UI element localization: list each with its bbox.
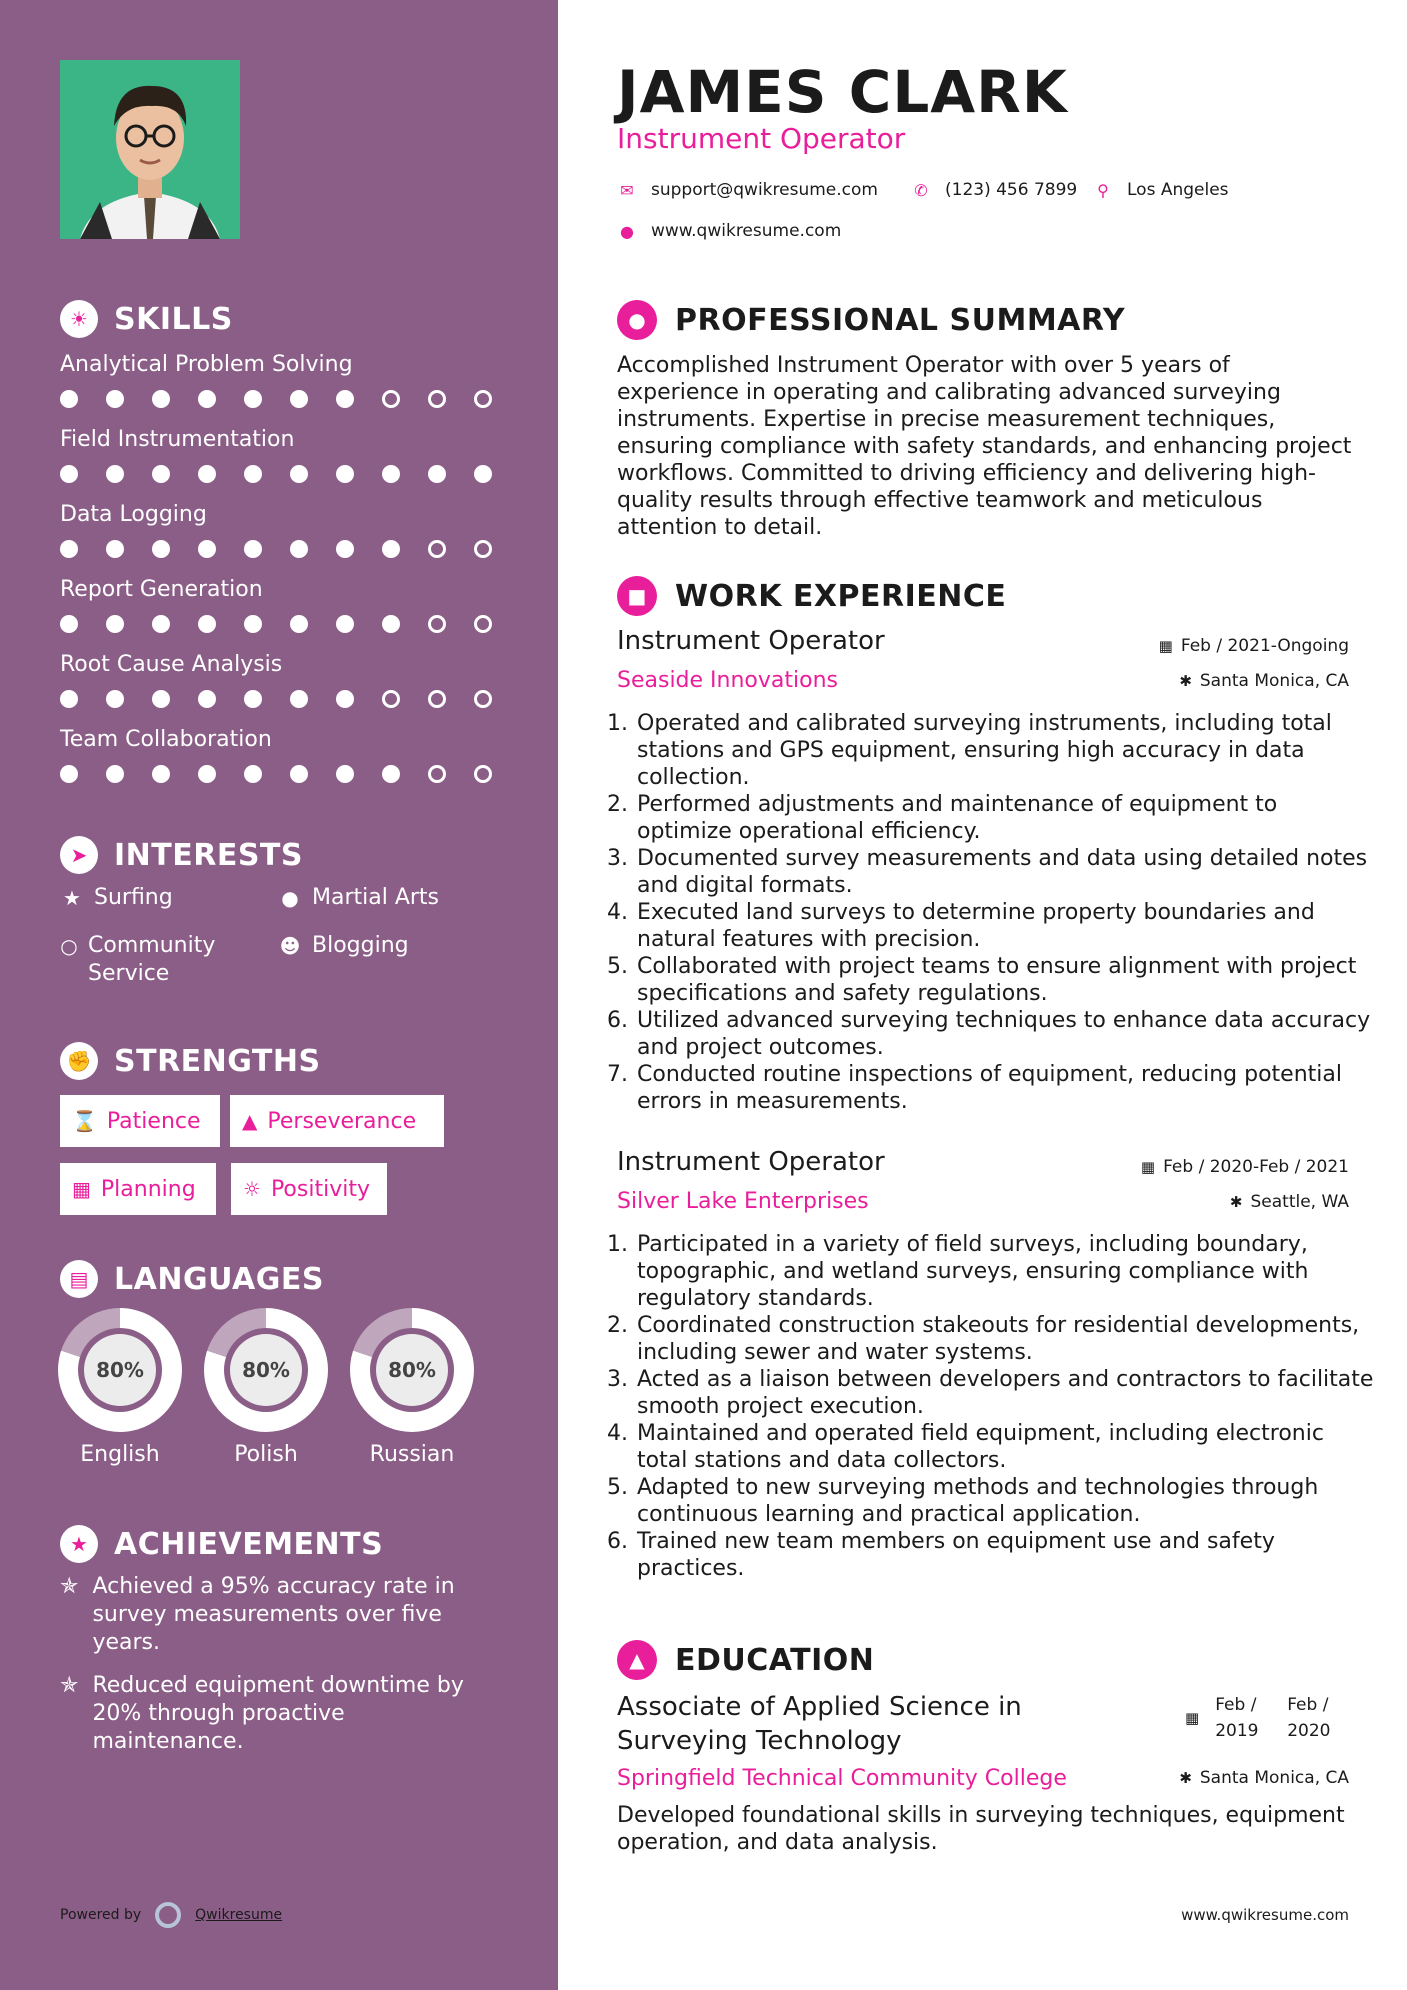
rating-dot-filled [336,615,354,633]
list-item: 2. Coordinated construction stakeouts for residential developments, including sewer and water systems. [635,1312,1375,1366]
powered-by: Powered by Qwikresume [60,1902,282,1928]
list-item: 3. Acted as a liaison between developers and contractors to facilitate smooth project execution. [635,1366,1375,1420]
job-location: ✱ Santa Monica, CA [1179,671,1349,691]
rating-dot-filled [106,690,124,708]
skill-label: Data Logging [60,502,207,527]
user-icon: ● [617,300,657,340]
rating-dot-filled [244,465,262,483]
rating-dot-empty [428,540,446,558]
pushpin-icon: ✱ [1179,1769,1192,1787]
language-russian [350,1308,474,1467]
rating-dot-filled [152,540,170,558]
road-icon: ▲ [242,1109,258,1133]
skill-label: Field Instrumentation [60,427,295,452]
strength-badge: ▦ Planning [60,1163,216,1215]
language-name: Polish [234,1442,298,1467]
skill-label: Team Collaboration [60,727,272,752]
rating-dot-filled [60,690,78,708]
fist-icon: ✊ [60,1042,98,1080]
pushpin-icon: ✱ [1229,1193,1243,1211]
phone-icon: ✆ [914,180,928,200]
rating-dot-filled [336,390,354,408]
rating-dot-empty [474,615,492,633]
company-name: Seaside Innovations [617,668,838,693]
skill-rating [60,465,492,483]
interest-item: ● Martial Arts [278,884,439,912]
languages-heading: ▤ LANGUAGES [60,1260,324,1298]
sun-icon: ☼ [243,1177,261,1201]
rating-dot-empty [474,765,492,783]
achievement-item: ✯ Reduced equipment downtime by 20% through proactive maintenance. [60,1673,464,1754]
rating-dot-filled [290,465,308,483]
pushpin-icon: ✱ [1179,672,1192,690]
job-title: Instrument Operator [617,1147,885,1177]
award-star-icon: ✯ [60,1673,79,1698]
list-item: 6. Trained new team members on equipment use and safety practices. [635,1528,1375,1582]
map-pin-icon: ⚲ [1097,180,1109,200]
skill-rating [60,690,492,708]
graduate-icon: ▲ [617,1640,657,1680]
calendar-icon: ▦ [72,1177,91,1201]
avatar [60,60,240,239]
rating-dot-filled [152,465,170,483]
education-dates: ▦ Feb / 2019 Feb / 2020 [1185,1695,1331,1741]
rating-dot-filled [382,765,400,783]
qwikresume-link[interactable]: Qwikresume [195,1907,283,1923]
degree-title: Associate of Applied Science in Surveying Technology [617,1692,1022,1756]
rating-dot-empty [428,765,446,783]
rating-dot-filled [290,390,308,408]
envelope-icon: ✉ [620,180,634,200]
education-location: ✱ Santa Monica, CA [1179,1768,1349,1788]
rating-dot-filled [290,540,308,558]
rating-dot-filled [244,540,262,558]
rating-dot-filled [106,540,124,558]
language-name: English [80,1442,160,1467]
rating-dot-filled [428,465,446,483]
rating-dot-filled [60,540,78,558]
interests-heading: ➤ INTERESTS [60,836,303,874]
language-polish [204,1308,328,1467]
summary-text: Accomplished Instrument Operator with over 5 years of experience in operating and calibrating advanced surveying instruments. Expertise in precise measurement techniques, ensuring compliance with safety standards, and enhancing project workflows. Committed to driving efficiency and delivering high-quality results through effective teamwork and meticulous attention to detail. [617,353,1352,540]
contact-location: ⚲ Los Angeles [1093,180,1229,200]
rating-dot-filled [198,540,216,558]
hand-icon: ○ [60,934,78,958]
rating-dot-empty [428,615,446,633]
rating-dot-filled [198,465,216,483]
skills-heading: ☀ SKILLS [60,300,233,338]
list-item: 5. Adapted to new surveying methods and technologies through continuous learning and practical application. [635,1474,1375,1528]
list-item: 3. Documented survey measurements and data using detailed notes and digital formats. [635,845,1375,899]
hourglass-icon: ⌛ [72,1109,97,1133]
rating-dot-filled [336,540,354,558]
rating-dot-empty [474,690,492,708]
language-percent: 80% [376,1334,448,1406]
rating-dot-filled [382,615,400,633]
list-item: 1. Participated in a variety of field surveys, including boundary, topographic, and wetland surveys, ensuring compliance with regulatory standards. [635,1231,1375,1312]
job-bullets [617,1231,1375,1582]
rating-dot-filled [198,615,216,633]
rating-dot-filled [60,765,78,783]
job-location: ✱ Seattle, WA [1229,1192,1349,1212]
rating-dot-filled [290,690,308,708]
star-icon: ★ [63,886,81,910]
skill-rating [60,390,492,408]
achievement-item: ✯ Achieved a 95% accuracy rate in survey measurements over five years. [60,1574,455,1655]
rating-dot-empty [474,390,492,408]
users-icon: ☻ [279,934,301,958]
contact-website[interactable]: ● www.qwikresume.com [617,221,841,241]
list-item: 1. Operated and calibrated surveying instruments, including total stations and GPS equipment, ensuring high accuracy in data collection. [635,710,1375,791]
office-chair-icon: ■ [617,576,657,616]
language-percent: 80% [84,1334,156,1406]
trophy-icon: ★ [60,1525,98,1563]
skill-label: Root Cause Analysis [60,652,283,677]
skill-rating [60,765,492,783]
school-name: Springfield Technical Community College [617,1766,1067,1791]
rating-dot-empty [428,390,446,408]
rating-dot-filled [198,390,216,408]
calendar-icon: ▦ [1158,637,1173,655]
rating-dot-filled [106,390,124,408]
lightbulb-icon: ☀ [60,300,98,338]
skill-label: Analytical Problem Solving [60,352,353,377]
rating-dot-filled [152,390,170,408]
rating-dot-filled [198,765,216,783]
footer-url[interactable]: www.qwikresume.com [1181,1906,1349,1924]
language-icon: ▤ [60,1260,98,1298]
list-item: 7. Conducted routine inspections of equipment, reducing potential errors in measurements. [635,1061,1375,1115]
rating-dot-empty [474,540,492,558]
rating-dot-empty [428,690,446,708]
interest-item: ★ Surfing [60,884,173,912]
sidebar [0,0,558,1990]
paper-plane-icon: ➤ [60,836,98,874]
rating-dot-filled [244,690,262,708]
language-ring [350,1308,474,1432]
calendar-icon: ▦ [1185,1709,1200,1727]
rating-dot-filled [198,690,216,708]
list-item: 4. Executed land surveys to determine property boundaries and natural features with precision. [635,899,1375,953]
language-name: Russian [369,1442,455,1467]
rating-dot-filled [336,690,354,708]
rating-dot-filled [60,390,78,408]
contact-phone[interactable]: ✆ (123) 456 7899 [911,180,1077,200]
rating-dot-filled [106,465,124,483]
rating-dot-filled [382,540,400,558]
language-ring [204,1308,328,1432]
language-percent: 80% [230,1334,302,1406]
strength-badge: ▲ Perseverance [230,1095,444,1147]
strength-badge: ⌛ Patience [60,1095,220,1147]
rating-dot-empty [382,390,400,408]
interest-item: ☻ Blogging [279,933,409,958]
list-item: 2. Performed adjustments and maintenance of equipment to optimize operational efficiency. [635,791,1375,845]
rating-dot-filled [244,765,262,783]
list-item: 6. Utilized advanced surveying techniques to enhance data accuracy and project outcomes. [635,1007,1375,1061]
skill-rating [60,615,492,633]
rating-dot-filled [152,615,170,633]
job-dates: ▦ Feb / 2020-Feb / 2021 [1140,1157,1349,1177]
rating-dot-empty [382,690,400,708]
candidate-role: Instrument Operator [617,122,906,155]
candidate-name: JAMES CLARK [617,58,1068,126]
rating-dot-filled [106,615,124,633]
contact-email[interactable]: ✉ support@qwikresume.com [617,180,878,200]
rating-dot-filled [474,465,492,483]
list-item: 4. Maintained and operated field equipment, including electronic total stations and data collectors. [635,1420,1375,1474]
experience-heading: ■ WORK EXPERIENCE [617,576,1006,616]
company-name: Silver Lake Enterprises [617,1189,869,1214]
job-bullets [617,710,1375,1115]
achievements-heading: ★ ACHIEVEMENTS [60,1525,383,1563]
rating-dot-filled [244,390,262,408]
globe-icon: ● [281,886,299,910]
rating-dot-filled [60,615,78,633]
rating-dot-filled [336,765,354,783]
rating-dot-filled [152,765,170,783]
rating-dot-filled [382,465,400,483]
language-english [58,1308,182,1467]
globe-icon: ● [620,221,634,241]
skill-label: Report Generation [60,577,263,602]
calendar-icon: ▦ [1140,1158,1156,1176]
rating-dot-filled [336,465,354,483]
rating-dot-filled [244,615,262,633]
award-star-icon: ✯ [60,1574,79,1599]
list-item: 5. Collaborated with project teams to ensure alignment with project specifications and safety regulations. [635,953,1375,1007]
rating-dot-filled [106,765,124,783]
qwikresume-logo-icon [155,1902,181,1928]
education-heading: ▲ EDUCATION [617,1640,874,1680]
rating-dot-filled [60,465,78,483]
strengths-heading: ✊ STRENGTHS [60,1042,321,1080]
job-dates: ▦ Feb / 2021-Ongoing [1158,636,1349,656]
language-ring [58,1308,182,1432]
job-title: Instrument Operator [617,626,885,656]
education-description: Developed foundational skills in surveying techniques, equipment operation, and data analysis. [617,1803,1345,1855]
rating-dot-filled [152,690,170,708]
skill-rating [60,540,492,558]
rating-dot-filled [290,765,308,783]
summary-heading: ● PROFESSIONAL SUMMARY [617,300,1125,340]
profile-photo [60,60,240,239]
interest-item: ○ Community Service [60,933,216,986]
rating-dot-filled [290,615,308,633]
strength-badge: ☼ Positivity [231,1163,387,1215]
